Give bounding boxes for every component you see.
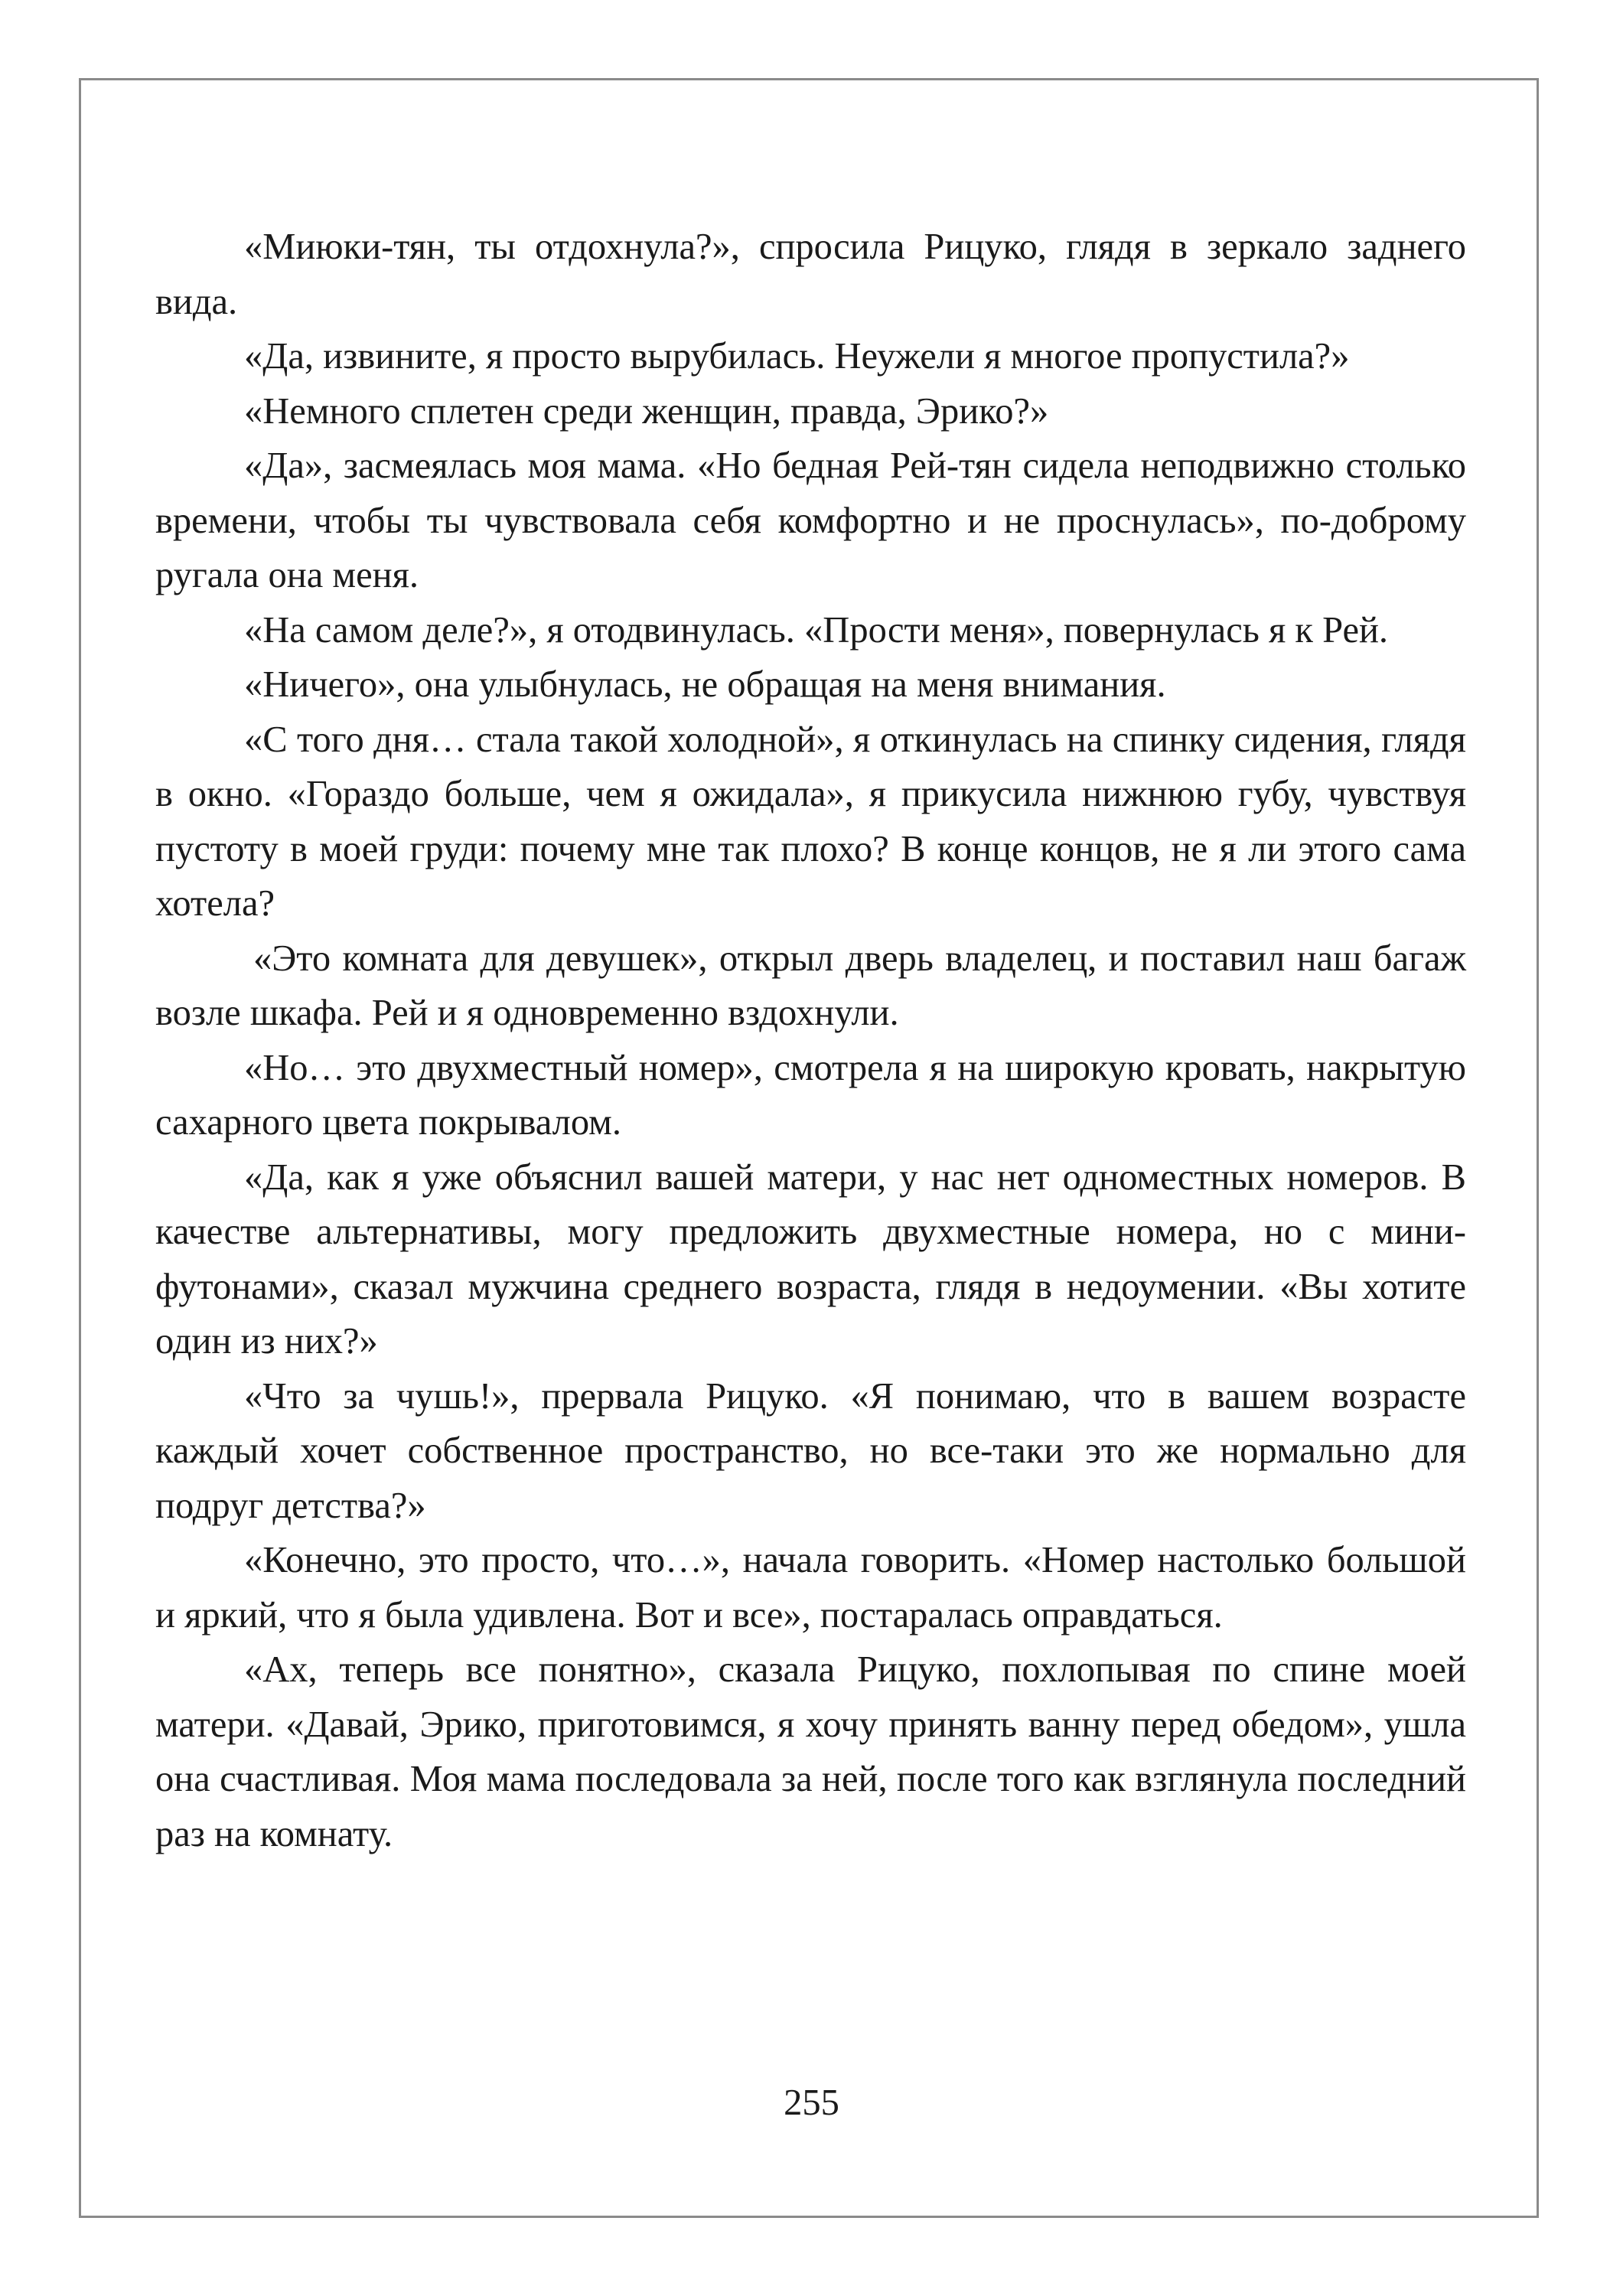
paragraph-11: «Что за чушь!», прервала Рицуко. «Я понимаю, что в вашем возрасте каждый хочет собственное пространство, но все-таки это же нормально для подруг детства?» [155, 1375, 1466, 1526]
paragraph-2: «Да, извините, я просто вырубилась. Неужели я многое пропустила?» [244, 336, 1350, 377]
paragraph-10: «Да, как я уже объяснил вашей матери, у нас нет одноместных номеров. В качестве альтернативы, могу предложить двухместные номера, но с мини-футонами», сказал мужчина среднего возраста, глядя в недоумении. «Вы хотите один из них?» [155, 1156, 1466, 1362]
paragraph-8: «Это комната для девушек», открыл дверь владелец, и поставил наш багаж возле шкафа. Рей и я одновременно вздохнули. [155, 938, 1466, 1033]
paragraph-12: «Конечно, это просто, что…», начала говорить. «Номер настолько большой и яркий, что я была удивлена. Вот и все», постаралась оправдаться. [155, 1540, 1466, 1636]
paragraph-3: «Немного сплетен среди женщин, правда, Эрико?» [244, 390, 1049, 432]
paragraph-1: «Миюки-тян, ты отдохнула?», спросила Рицуко, глядя в зеркало заднего вида. [155, 227, 1466, 322]
paragraph-4: «Да», засмеялась моя мама. «Но бедная Рей-тян сидела неподвижно столько времени, чтобы ты чувствовала себя комфортно и не проснулась», по-доброму ругала она меня. [155, 445, 1466, 595]
paragraph-5: «На самом деле?», я отодвинулась. «Прости меня», повернулась я к Рей. [244, 609, 1389, 651]
paragraph-7: «С того дня… стала такой холодной», я откинулась на спинку сидения, глядя в окно. «Гораздо больше, чем я ожидала», я прикусила нижнюю губу, чувствуя пустоту в моей груди: почему мне так плохо? В конце концов, не я ли этого сама хотела? [155, 719, 1466, 924]
paragraph-9: «Но… это двухместный номер», смотрела я на широкую кровать, накрытую сахарного цвета покрывалом. [155, 1047, 1466, 1143]
page-number: 255 [784, 2082, 839, 2123]
body-text [155, 220, 1466, 1861]
paragraph-6: «Ничего», она улыбнулась, не обращая на меня внимания. [244, 664, 1166, 705]
paragraph-13: «Ах, теперь все понятно», сказала Рицуко, похлопывая по спине моей матери. «Давай, Эрико, приготовимся, я хочу принять ванну перед обедом», ушла она счастливая. Моя мама последовала за ней, после того как взглянула последний раз на комнату. [155, 1649, 1466, 1854]
